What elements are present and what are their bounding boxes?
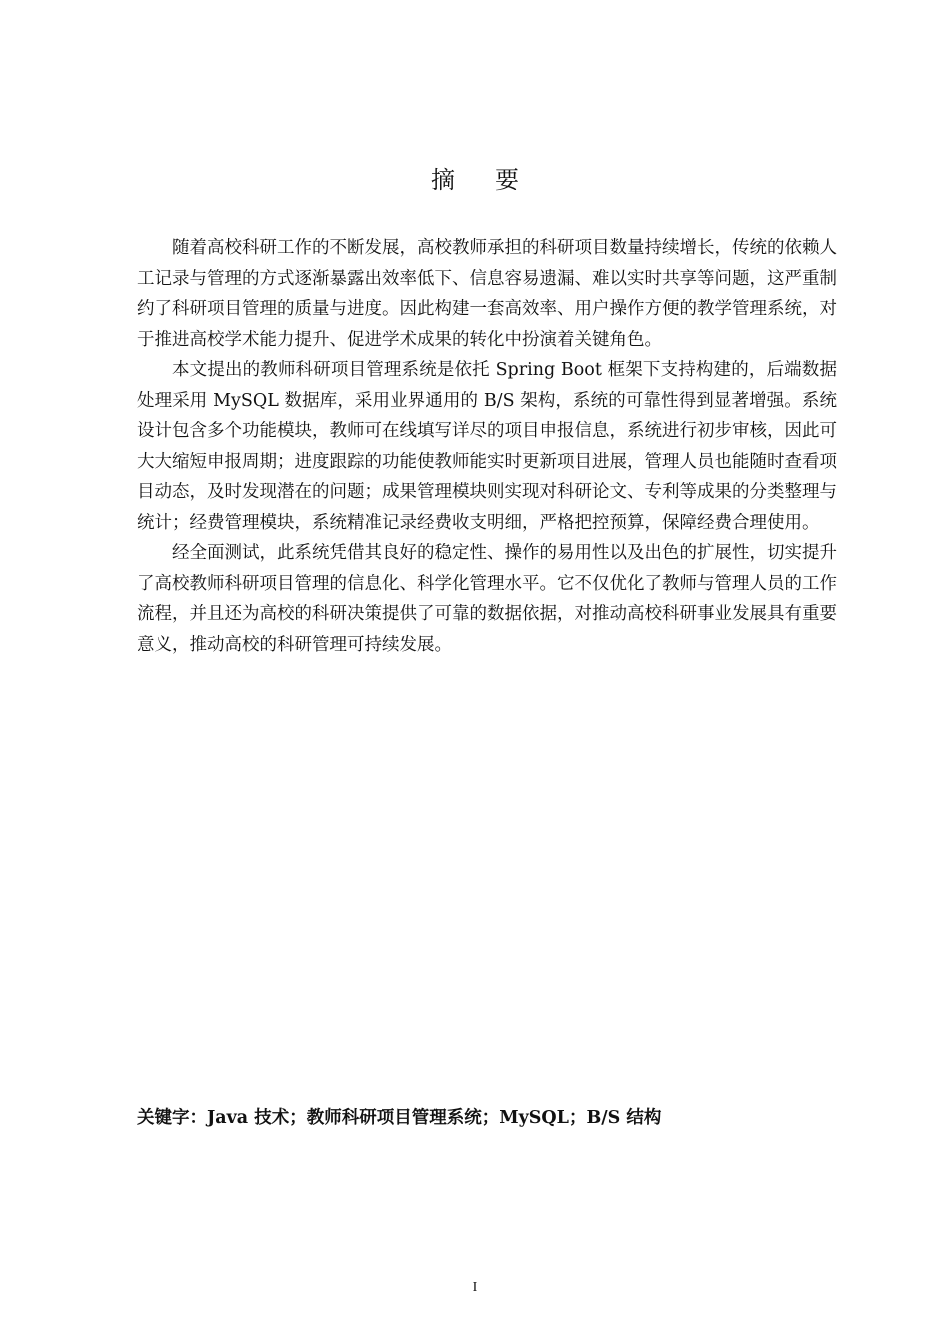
page-number: I [472,1280,478,1295]
keywords-line: 关键字：Java 技术；教师科研项目管理系统；MySQL；B/S 结构 [137,1108,662,1128]
abstract-body [137,233,837,660]
abstract-paragraph-1: 随着高校科研工作的不断发展，高校教师承担的科研项目数量持续增长，传统的依赖人工记录与管理的方式逐渐暴露出效率低下、信息容易遗漏、难以实时共享等问题，这严重制约了科研项目管理的质量与进度。因此构建一套高效率、用户操作方便的教学管理系统，对于推进高校学术能力提升、促进学术成果的转化中扮演着关键角色。 [137,238,837,350]
abstract-paragraph-2: 本文提出的教师科研项目管理系统是依托 Spring Boot 框架下支持构建的，后端数据处理采用 MySQL 数据库，采用业界通用的 B/S 架构，系统的可靠性得到显著增强。系统设计包含多个功能模块，教师可在线填写详尽的项目申报信息，系统进行初步审核，因此可大大缩短申报周期；进度跟踪的功能使教师能实时更新项目进展，管理人员也能随时查看项目动态，及时发现潜在的问题；成果管理模块则实现对科研论文、专利等成果的分类整理与统计；经费管理模块，系统精准记录经费收支明细，严格把控预算，保障经费合理使用。 [137,360,837,533]
abstract-paragraph-3: 经全面测试，此系统凭借其良好的稳定性、操作的易用性以及出色的扩展性，切实提升了高校教师科研项目管理的信息化、科学化管理水平。它不仅优化了教师与管理人员的工作流程，并且还为高校的科研决策提供了可靠的数据依据，对推动高校科研事业发展具有重要意义，推动高校的科研管理可持续发展。 [137,543,837,655]
abstract-title: 摘要 [431,166,559,194]
